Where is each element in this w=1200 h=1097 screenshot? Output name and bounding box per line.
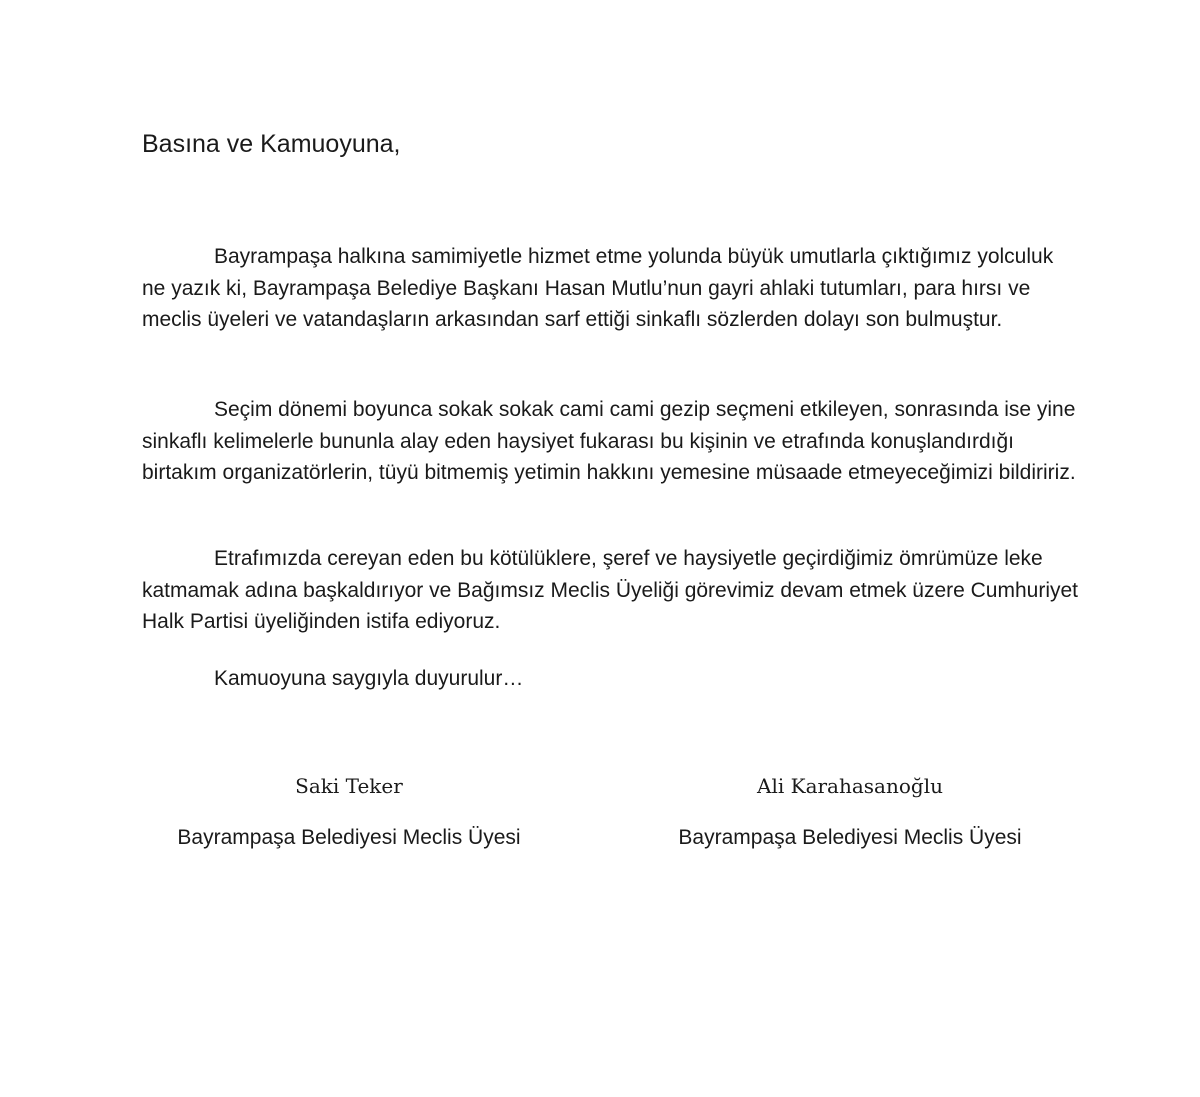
salutation: Basına ve Kamuoyuna, (142, 130, 401, 158)
signatory-name: Ali Karahasanoğlu (757, 774, 943, 798)
signatory-title: Bayrampaşa Belediyesi Meclis Üyesi (678, 826, 1022, 849)
paragraph-text: Seçim dönemi boyunca sokak sokak cami cami gezip seçmeni etkileyen, sonrasında ise yine sinkaflı kelimelerle bununla alay eden haysiyet fukarası bu kişinin ve etrafında konuşlandırdığı birtakım organizatörlerin, tüyü bitmemiş yetimin hakkını yemesine müsaade etmeyeceğimizi bildiririz. (142, 398, 1076, 484)
paragraph-2 (142, 394, 1082, 489)
paragraph-text: Etrafımızda cereyan eden bu kötülüklere, şeref ve haysiyetle geçirdiğimiz ömrümüze leke katmamak adına başkaldırıyor ve Bağımsız Meclis Üyeliği görevimiz devam etmek üzere Cumhuriyet Halk Partisi üyeliğinden istifa ediyoruz. (142, 547, 1079, 633)
paragraph-3 (142, 543, 1082, 638)
paragraph-text: Bayrampaşa halkına samimiyetle hizmet etme yolunda büyük umutlarla çıktığımız yolculuk ne yazık ki, Bayrampaşa Belediye Başkanı Hasan Mutlu’nun gayri ahlaki tutumları, para hırsı ve meclis üyeleri ve vatandaşların arkasından sarf ettiği sinkaflı sözlerden dolayı son bulmuştur. (142, 245, 1054, 331)
signatory-title: Bayrampaşa Belediyesi Meclis Üyesi (177, 826, 521, 849)
paragraph-1 (142, 241, 1082, 336)
closing-line: Kamuoyuna saygıyla duyurulur… (214, 667, 524, 690)
signatory-name: Saki Teker (295, 774, 403, 798)
